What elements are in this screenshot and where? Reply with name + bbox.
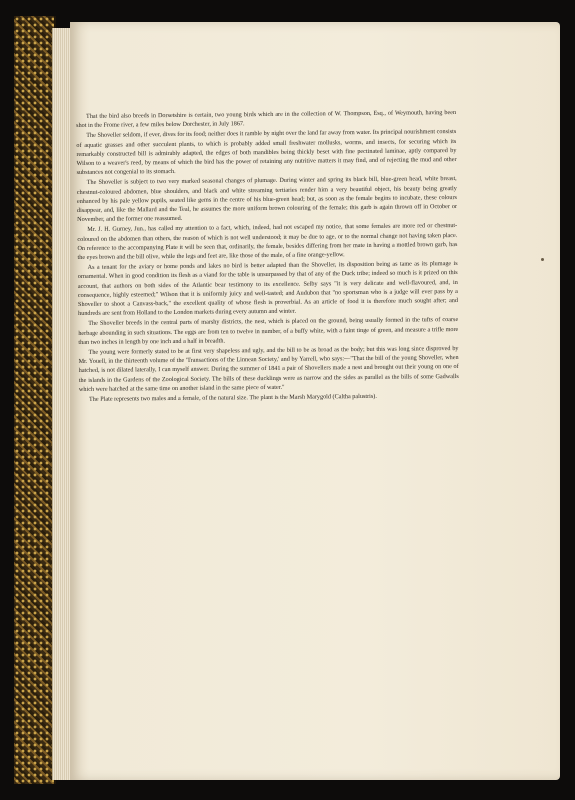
paragraph-5: As a tenant for the aviary or home ponds and lakes no bird is better adapted than the Shoveller, its disposition being as tame as its plumage is ornamental. When in good condition its flesh as a viand for the table is unsurpassed by that of any of the Duck tribe; indeed so much is it prized on this account, that authors on both sides of the Atlantic bear testimony to its excellence. Selby says "it is very delicate and well-flavoured, and, in consequence, highly esteemed;" Wilson that it is uniformly juicy and well-tasted; and Audubon that "no sportsman who is a judge will ever pass by a Shoveller to shoot a Canvass-back," the excellent quality of whose flesh is proverbial. As an article of food it is therefore much sought after; and hundreds are sent from Holland to the London markets during every autumn and winter. xyxy=(77,260,459,318)
paragraph-2: The Shoveller seldom, if ever, dives for its food; neither does it ramble by night over the land far away from water. Its principal nourishment consists of aquatic grasses and other succulent plants, to which is probably added small freshwater mollusks, worms, and insects, for securing which its remarkably constructed bill is admirably adapted, the edges of both mandibles being thickly beset with fine pectinated laminae, aptly compared by Wilson to a weaver's reed, by means of which the bird has the power of retaining any nutritive matters it may find, and of rejecting the mud and other substances not congenial to its stomach. xyxy=(76,128,457,177)
paragraph-1: That the bird also breeds in Dorsetshire is certain, two young birds which are in the collection of W. Thompson, Esq., of Weymouth, having been shot in the Frome river, a few miles below Dorchester, in July 1867. xyxy=(76,109,457,130)
paragraph-6: The Shoveller breeds in the central parts of marshy districts, the nest, which is placed on the ground, being usually formed in the tufts of coarse herbage abounding in such situations. The eggs are from ten to twelve in number, of a buffy white, with a faint tinge of green, and measure a trifle more than two inches in length by one inch and a half in breadth. xyxy=(78,316,459,346)
book-binding-edge xyxy=(14,16,56,784)
paragraph-4: Mr. J. H. Gurney, Jun., has called my attention to a fact, which, indeed, had not escaped my notice, that some females are more red or chestnut-coloured on the abdomen than others, the reason of which is not well understood; it may be due to age, or to the normal change not having taken place. On reference to the accompanying Plate it will be seen that, ordinarily, the female, besides differing from her mate in having a mottled brown garb, has the eyes brown and the bill olive, while the legs and feet are, like those of the male, of a fine orange-yellow. xyxy=(77,222,458,262)
paragraph-7: The young were formerly stated to be at first very shapeless and ugly, and the bill to be as broad as the body; but this was long since disproved by Mr. Youell, in the thirteenth volume of the 'Transactions of the Linnean Society,' and by Yarrell, who says:—"That the bill of the young Shoveller, when hatched, is not dilated laterally, I can myself answer. During the summer of 1841 a pair of Shovellers made a nest and brought out their young on one of the islands in the Gardens of the Zoological Society. The bills of these ducklings were as narrow and the sides as parallel as the bills of some Gadwalls which were hatched at the same time on another island in the same piece of water." xyxy=(78,345,459,393)
paragraph-3: The Shoveller is subject to two very marked seasonal changes of plumage. During winter and spring its black bill, blue-green head, white breast, chestnut-coloured abdomen, blue shoulders, and black and white streaming tertiaries render him a very beautiful object, his beauty being greatly enhanced by his pale yellow pupils, seated like gems in the centre of his blue-green head; but, as soon as the female begins to incubate, these colours disappear, and, like the Mallard and the Teal, he assumes the more uniform brown colouring of the female; this garb is again thrown off in October or November, and the former one reassumed. xyxy=(76,175,458,224)
body-text xyxy=(76,108,459,404)
paragraph-8: The Plate represents two males and a female, of the natural size. The plant is the Marsh Marygold (Caltha palustris). xyxy=(88,392,377,403)
margin-mark xyxy=(541,258,544,261)
